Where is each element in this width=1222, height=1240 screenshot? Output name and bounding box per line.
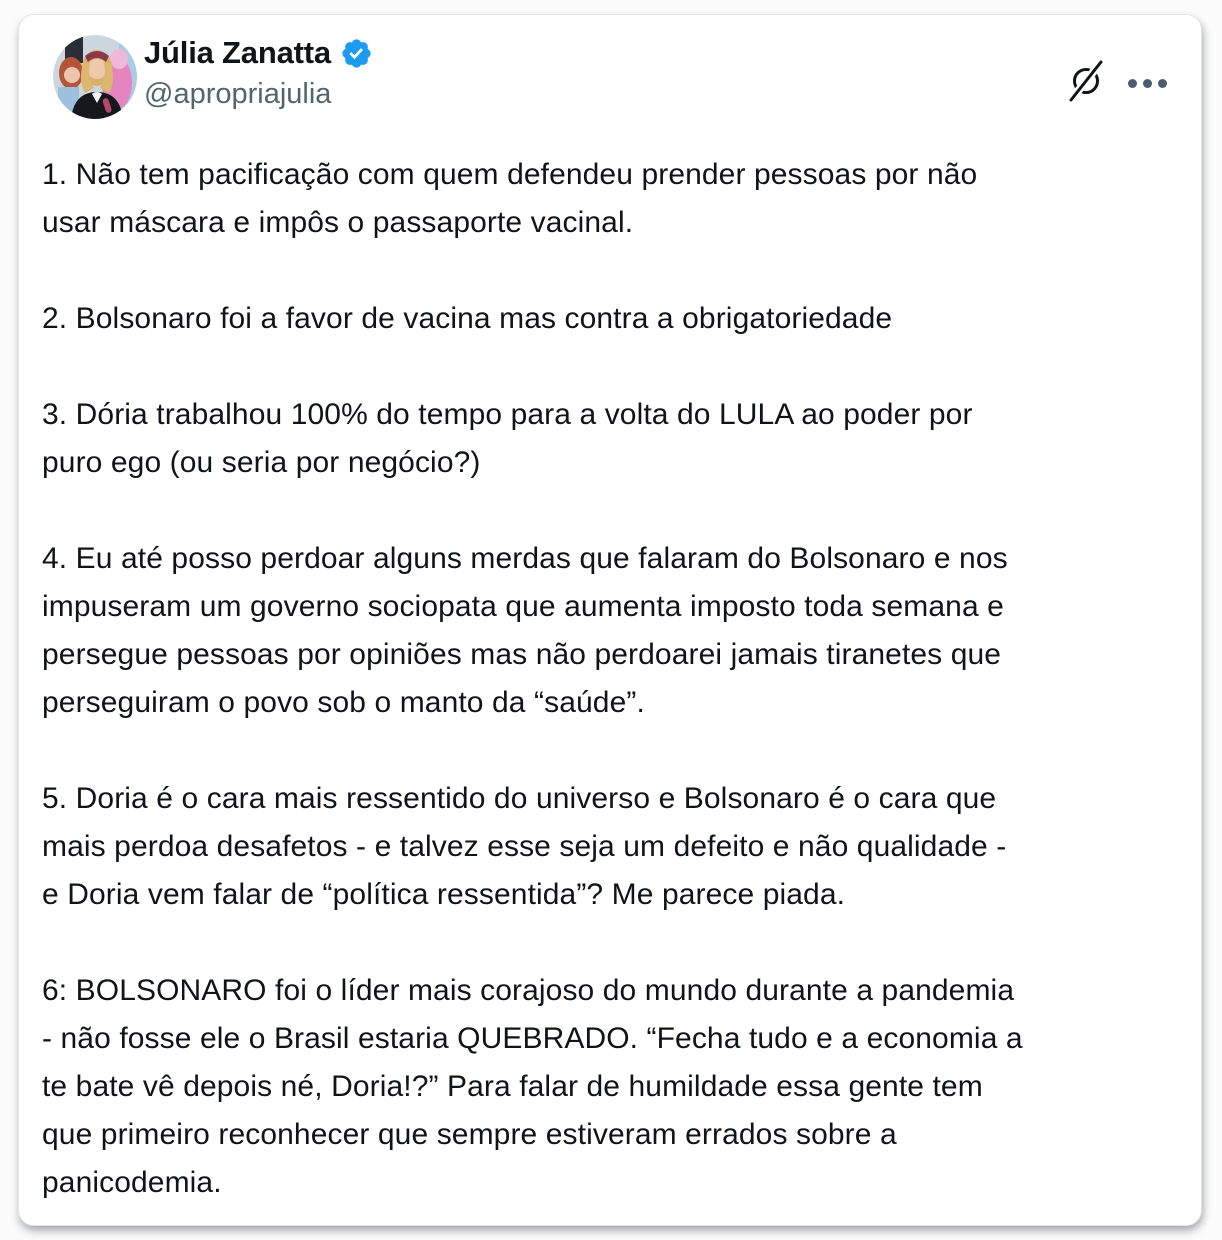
avatar[interactable] bbox=[53, 35, 137, 119]
tweet-card bbox=[18, 14, 1202, 1226]
tweet-paragraph bbox=[42, 391, 1181, 487]
tweet-text-line: perseguiram o povo sob o manto da “saúde”. bbox=[42, 686, 645, 719]
tweet-text bbox=[42, 151, 1181, 1207]
verified-badge-icon bbox=[340, 37, 373, 70]
tweet-text-line: - não fosse ele o Brasil estaria QUEBRADO. “Fecha tudo e a economia a bbox=[42, 1022, 1023, 1055]
tweet-paragraph bbox=[42, 535, 1181, 727]
header-actions bbox=[1066, 59, 1167, 103]
tweet-text-line: impuseram um governo sociopata que aumenta imposto toda semana e bbox=[42, 590, 1004, 623]
author-block bbox=[144, 33, 373, 111]
tweet-paragraph bbox=[42, 775, 1181, 919]
tweet-text-line: 2. Bolsonaro foi a favor de vacina mas contra a obrigatoriedade bbox=[42, 302, 893, 335]
tweet-paragraph bbox=[42, 151, 1181, 247]
tweet-text-line: panicodemia. bbox=[42, 1166, 222, 1199]
tweet-paragraph bbox=[42, 295, 1181, 343]
more-button[interactable] bbox=[1128, 75, 1167, 88]
tweet-text-line: 5. Doria é o cara mais ressentido do universo e Bolsonaro é o cara que bbox=[42, 782, 997, 815]
tweet-text-line: puro ego (ou seria por negócio?) bbox=[42, 446, 481, 479]
tweet-text-line: 3. Dória trabalhou 100% do tempo para a volta do LULA ao poder por bbox=[42, 398, 973, 431]
more-icon bbox=[1128, 75, 1167, 88]
tweet-text-line: mais perdoa desafetos - e talvez esse seja um defeito e não qualidade - bbox=[42, 830, 1007, 863]
tweet-text-line: 4. Eu até posso perdoar alguns merdas que falaram do Bolsonaro e nos bbox=[42, 542, 1008, 575]
tweet-header bbox=[39, 33, 1181, 119]
author-name[interactable]: Júlia Zanatta bbox=[144, 35, 331, 70]
author-handle[interactable]: @apropriajulia bbox=[144, 78, 332, 110]
tweet-text-line: usar máscara e impôs o passaporte vacinal. bbox=[42, 206, 634, 239]
tweet-text-line: persegue pessoas por opiniões mas não perdoarei jamais tiranetes que bbox=[42, 638, 1002, 671]
avatar-photo bbox=[53, 35, 137, 119]
tweet-paragraph bbox=[42, 967, 1181, 1207]
tweet-text-line: e Doria vem falar de “política ressentida”? Me parece piada. bbox=[42, 878, 846, 911]
tweet-text-line: 6: BOLSONARO foi o líder mais corajoso do mundo durante a pandemia bbox=[42, 974, 1015, 1007]
tweet-text-line: 1. Não tem pacificação com quem defendeu prender pessoas por não bbox=[42, 158, 978, 191]
grok-actions-button[interactable] bbox=[1066, 59, 1106, 103]
tweet-text-line: te bate vê depois né, Doria!?” Para falar de humildade essa gente tem bbox=[42, 1070, 983, 1103]
tweet-text-line: que primeiro reconhecer que sempre estiveram errados sobre a bbox=[42, 1118, 897, 1151]
grok-icon bbox=[1066, 59, 1106, 103]
